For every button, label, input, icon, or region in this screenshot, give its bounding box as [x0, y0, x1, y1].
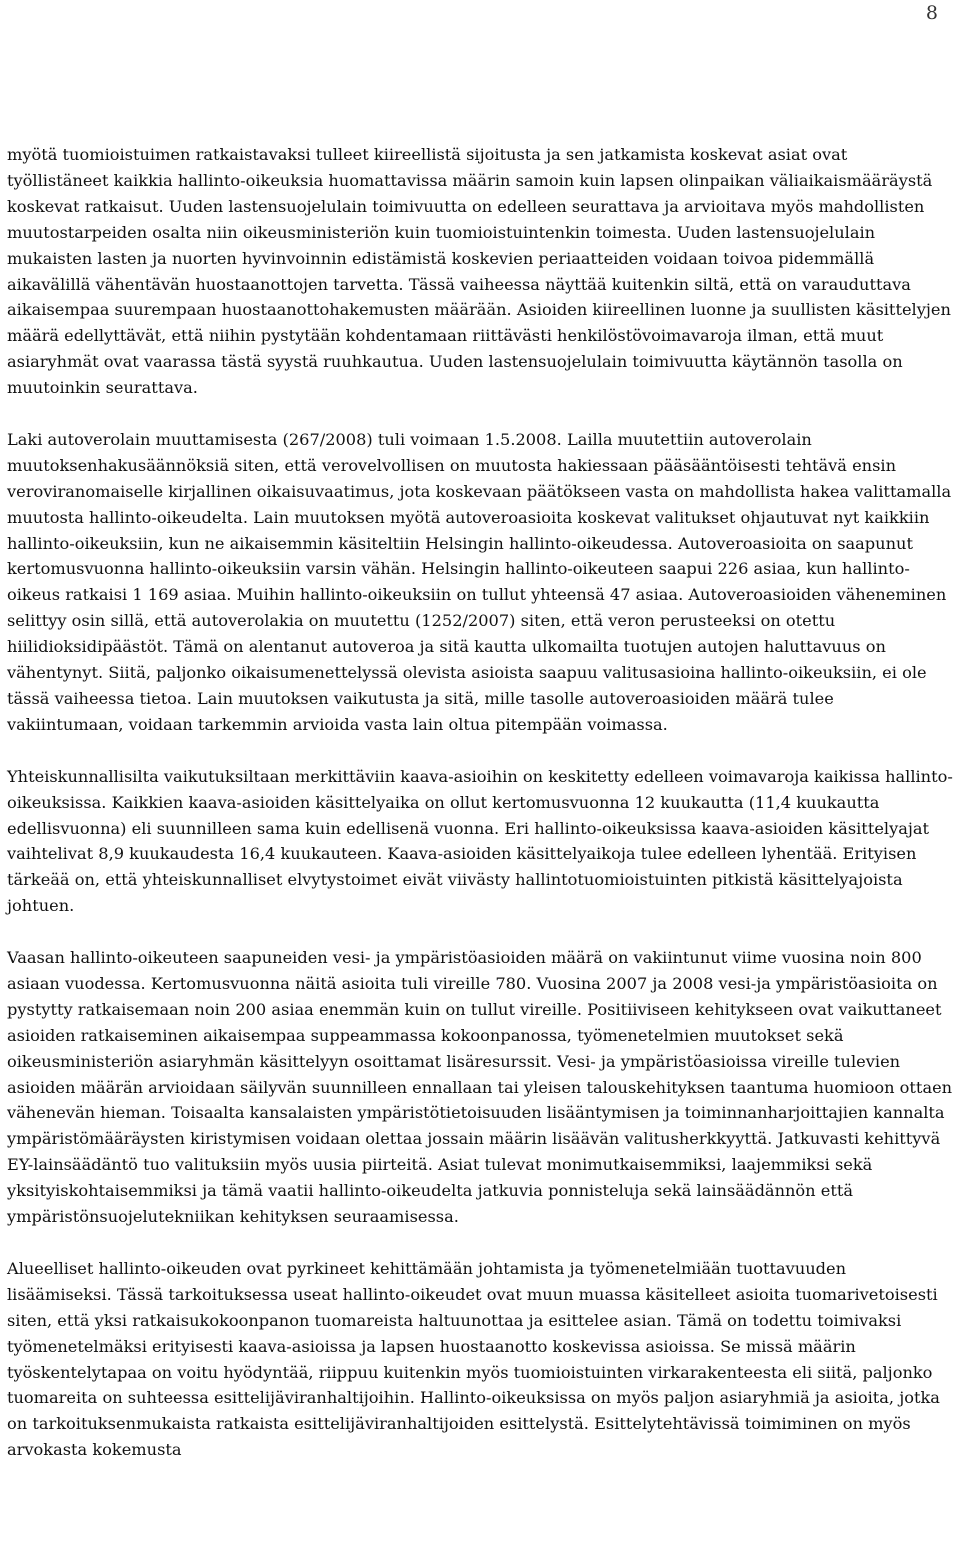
paragraph-gap [7, 738, 953, 764]
page-number: 8 [925, 2, 938, 24]
paragraph-gap [7, 919, 953, 945]
paragraph-child-protection: myötä tuomioistuimen ratkaistavaksi tulleet kiireellistä sijoitusta ja sen jatkamista koskevat asiat ovat työllistäneet kaikkia hallinto-oikeuksia huomattavissa määrin samoin kuin lapsen olinpaikan väliaikaismääräystä koskevat ratkaisut. Uuden lastensuojelulain toimivuutta on edelleen seurattava ja arvioitava myös mahdollisten muutostarpeiden osalta niin oikeusministeriön kuin tuomioistuintenkin toimesta. Uuden lastensuojelulain mukaisten lasten ja nuorten hyvinvoinnin edistämistä koskevien periaatteiden voidaan toivoa pidemmällä aikavälillä vähentävän huostaanottojen tarvetta. Tässä vaiheessa näyttää kuitenkin siltä, että on varauduttava aikaisempaa suurempaan huostaanottohakemusten määrään. Asioiden kiireellinen luonne ja suullisten käsittelyjen määrä edellyttävät, että niihin pystytään kohdentamaan riittävästi henkilöstövoimavaroja ilman, että muut asiaryhmät ovat vaarassa tästä syystä ruuhkautua. Uuden lastensuojelulain toimivuutta käytännön tasolla on muutoinkin seurattava. [7, 145, 951, 398]
paragraph-work-methods: Alueelliset hallinto-oikeuden ovat pyrkineet kehittämään johtamista ja työmenetelmiään tuottavuuden lisäämiseksi. Tässä tarkoituksessa useat hallinto-oikeudet ovat muun muassa käsitelleet asioita tuomarivetoisesti siten, että yksi ratkaisukokoonpanon tuomareista haltuunottaa ja esittelee asian. Tämä on todettu toimivaksi työmenetelmäksi erityisesti kaava-asioissa ja lapsen huostaanotto koskevissa asioissa. Se missä määrin työskentelytapaa on voitu hyödyntää, riippuu kuitenkin myös tuomioistuinten virkarakenteesta eli siitä, paljonko tuomareita on suhteessa esittelijäviranhaltijoihin. Hallinto-oikeuksissa on myös paljon asiaryhmiä ja asioita, jotka on tarkoituksenmukaista ratkaista esittelijäviranhaltijoiden esittelystä. Esittelytehtävissä toimiminen on myös arvokasta kokemusta [7, 1258, 940, 1460]
paragraph-gap [7, 1230, 953, 1256]
paragraph-gap [7, 401, 953, 427]
paragraph-water-environment: Vaasan hallinto-oikeuteen saapuneiden vesi- ja ympäristöasioiden määrä on vakiintunut viime vuosina noin 800 asiaan vuodessa. Kertomusvuonna näitä asioita tuli vireille 780. Vuosina 2007 ja 2008 vesi-ja ympäristöasioita on pystytty ratkaisemaan noin 200 asiaa enemmän kuin on tullut vireille. Positiiviseen kehitykseen ovat vaikuttaneet asioiden ratkaiseminen aikaisempaa suppeammassa kokoonpanossa, työmenetelmien muutokset sekä oikeusministeriön asiaryhmän käsittelyyn osoittamat lisäresurssit. Vesi- ja ympäristöasioissa vireille tulevien asioiden määrän arvioidaan säilyvän suunnilleen ennallaan tai yleisen talouskehityksen taantuma huomioon ottaen vähenevän hieman. Toisaalta kansalaisten ympäristötietoisuuden lisääntymisen ja toiminnanharjoittajien kannalta ympäristömääräysten kiristymisen voidaan olettaa jossain määrin lisäävän valitusherkkyyttä. Jatkuvasti kehittyvä EY-lainsäädäntö tuo valituksiin myös uusia piirteitä. Asiat tulevat monimutkaisemmiksi, laajemmiksi sekä yksityiskohtaisemmiksi ja tämä vaatii hallinto-oikeudelta jatkuvia ponnisteluja sekä lainsäädännön että ympäristönsuojelutekniikan kehityksen seuraamisessa. [7, 948, 953, 1227]
paragraph-car-tax: Laki autoverolain muuttamisesta (267/2008) tuli voimaan 1.5.2008. Lailla muutettiin autoverolain muutoksenhakusäännöksiä siten, että verovelvollisen on muutosta hakiessaan pääsääntöisesti tehtävä ensin veroviranomaiselle kirjallinen oikaisuvaatimus, jota koskevaan päätökseen vasta on mahdollista hakea valittamalla muutosta hallinto-oikeudelta. Lain muutoksen myötä autoveroasioita koskevat valitukset ohjautuvat nyt kaikkiin hallinto-oikeuksiin, kun ne aikaisemmin käsiteltiin Helsingin hallinto-oikeudessa. Autoveroasioita on saapunut kertomusvuonna hallinto-oikeuksiin varsin vähän. Helsingin hallinto-oikeuteen saapui 226 asiaa, kun hallinto-oikeus ratkaisi 1 169 asiaa. Muihin hallinto-oikeuksiin on tullut yhteensä 47 asiaa. Autoveroasioiden väheneminen selittyy osin sillä, että autoverolakia on muutettu (1252/2007) siten, että veron perusteeksi on otettu hiilidioksidipäästöt. Tämä on alentanut autoveroa ja sitä kautta ulkomailta tuotujen autojen haluttavuus on vähentynyt. Siitä, paljonko oikaisumenettelyssä olevista asioista saapuu valitusasioina hallinto-oikeuksiin, ei ole tässä vaiheessa tietoa. Lain muutoksen vaikutusta ja sitä, mille tasolle autoveroasioiden määrä tulee vakiintumaan, voidaan tarkemmin arvioida vasta lain oltua pitempään voimassa. [7, 429, 952, 734]
paragraph-zoning-matters: Yhteiskunnallisilta vaikutuksiltaan merkittäviin kaava-asioihin on keskitetty edelleen voimavaroja kaikissa hallinto-oikeuksissa. Kaikkien kaava-asioiden käsittelyaika on ollut kertomusvuonna 12 kuukautta (11,4 kuukautta edellisvuonna) eli suunnilleen sama kuin edellisenä vuonna. Eri hallinto-oikeuksissa kaava-asioiden käsittelyajat vaihtelivat 8,9 kuukaudesta 16,4 kuukauteen. Kaava-asioiden käsittelyaikoja tulee edelleen lyhentää. Erityisen tärkeää on, että yhteiskunnalliset elvytystoimet eivät viivästy hallintotuomioistuinten pitkistä käsittelyajoista johtuen. [7, 766, 953, 916]
document-body [7, 142, 953, 1463]
